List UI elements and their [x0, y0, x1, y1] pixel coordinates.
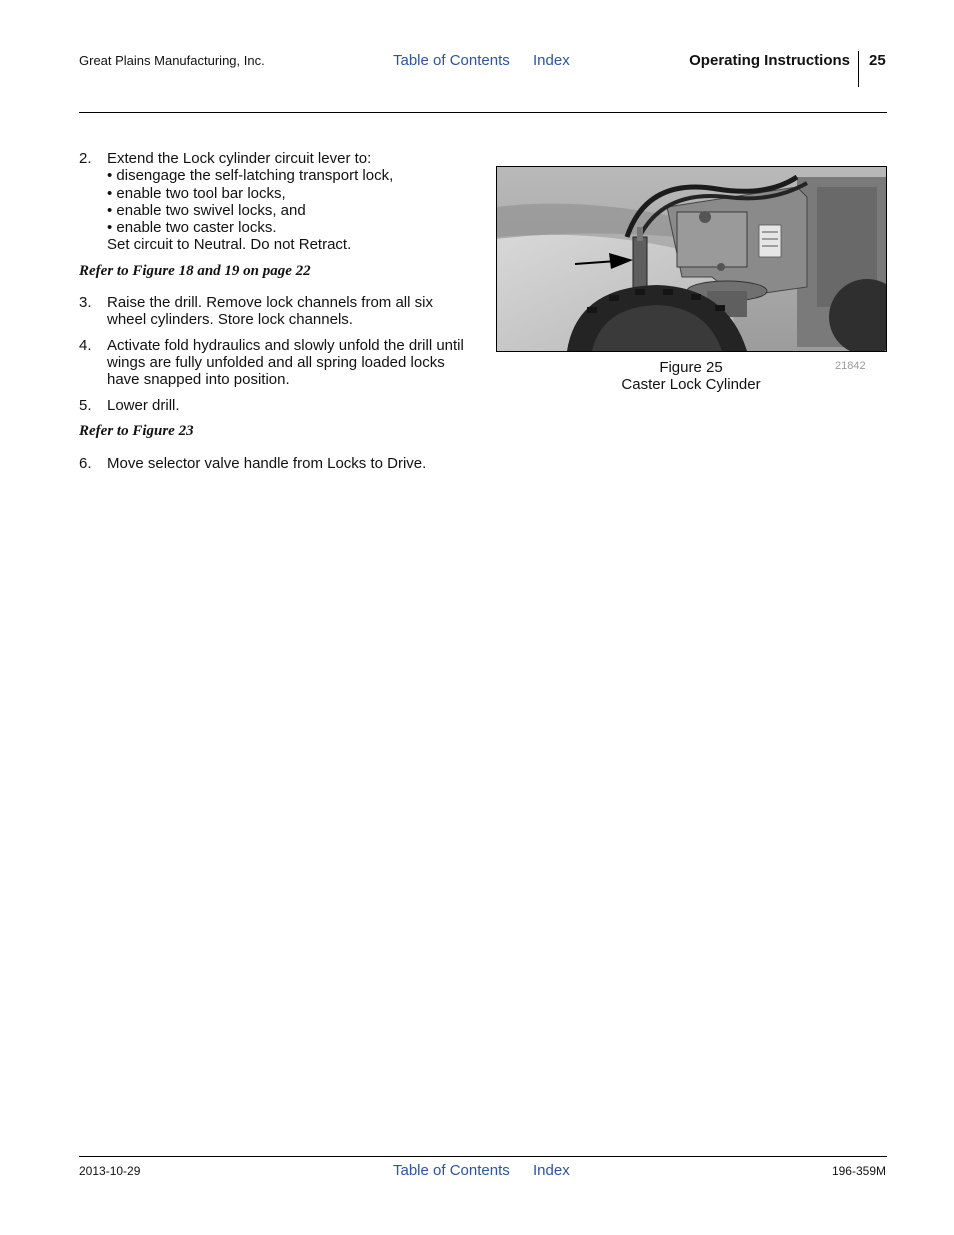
step-6: [79, 455, 469, 472]
footer-toc-link[interactable]: Table of Contents: [393, 1162, 510, 1179]
header-index-link[interactable]: Index: [533, 52, 570, 69]
header-rule: [79, 112, 887, 113]
step-4: [79, 337, 469, 389]
step-number: 3.: [79, 294, 92, 312]
step-text: Move selector valve handle from Locks to Drive.: [107, 455, 427, 473]
header-divider: [858, 51, 859, 87]
section-title: Operating Instructions: [689, 52, 850, 69]
step-5: [79, 397, 469, 414]
instruction-steps: [79, 150, 469, 472]
step-3: [79, 294, 469, 329]
footer-rule: [79, 1156, 887, 1157]
step-number: 6.: [79, 455, 92, 473]
footer-index-link[interactable]: Index: [533, 1162, 570, 1179]
refer-note: Refer to Figure 23: [79, 422, 194, 439]
step-number: 2.: [79, 150, 92, 167]
figure-title: Caster Lock Cylinder: [621, 376, 761, 393]
bullet-item: • disengage the self-latching transport lock,: [107, 167, 394, 185]
figure-number: Figure 25: [659, 359, 723, 376]
figure-caption: [496, 359, 886, 393]
bullet-item: • enable two tool bar locks,: [107, 184, 286, 202]
page-number: 25: [869, 52, 886, 69]
bullet-item: • enable two swivel locks, and: [107, 201, 306, 219]
step-text: Extend the Lock cylinder circuit lever to:: [107, 150, 372, 167]
bullet-item: • enable two caster locks.: [107, 219, 277, 237]
step-text: Raise the drill. Remove lock channels from all six wheel cylinders. Store lock channels.: [107, 294, 433, 329]
company-name: Great Plains Manufacturing, Inc.: [79, 53, 265, 68]
document-number: 196-359M: [831, 1164, 886, 1178]
header-toc-link[interactable]: Table of Contents: [393, 52, 510, 69]
refer-note: Refer to Figure 18 and 19 on page 22: [79, 262, 311, 279]
step-number: 5.: [79, 396, 92, 414]
step-text: Activate fold hydraulics and slowly unfold the drill until wings are fully unfolded and all spring loaded locks have snapped into position.: [107, 336, 464, 389]
figure-image-id: 21842: [835, 360, 866, 372]
step-number: 4.: [79, 336, 92, 354]
step-text: Set circuit to Neutral. Do not Retract.: [107, 236, 352, 254]
step-text: Lower drill.: [107, 396, 180, 414]
footer-date: 2013-10-29: [79, 1164, 141, 1178]
step-2: [79, 150, 469, 254]
caster-lock-cylinder-photo: [496, 166, 887, 352]
